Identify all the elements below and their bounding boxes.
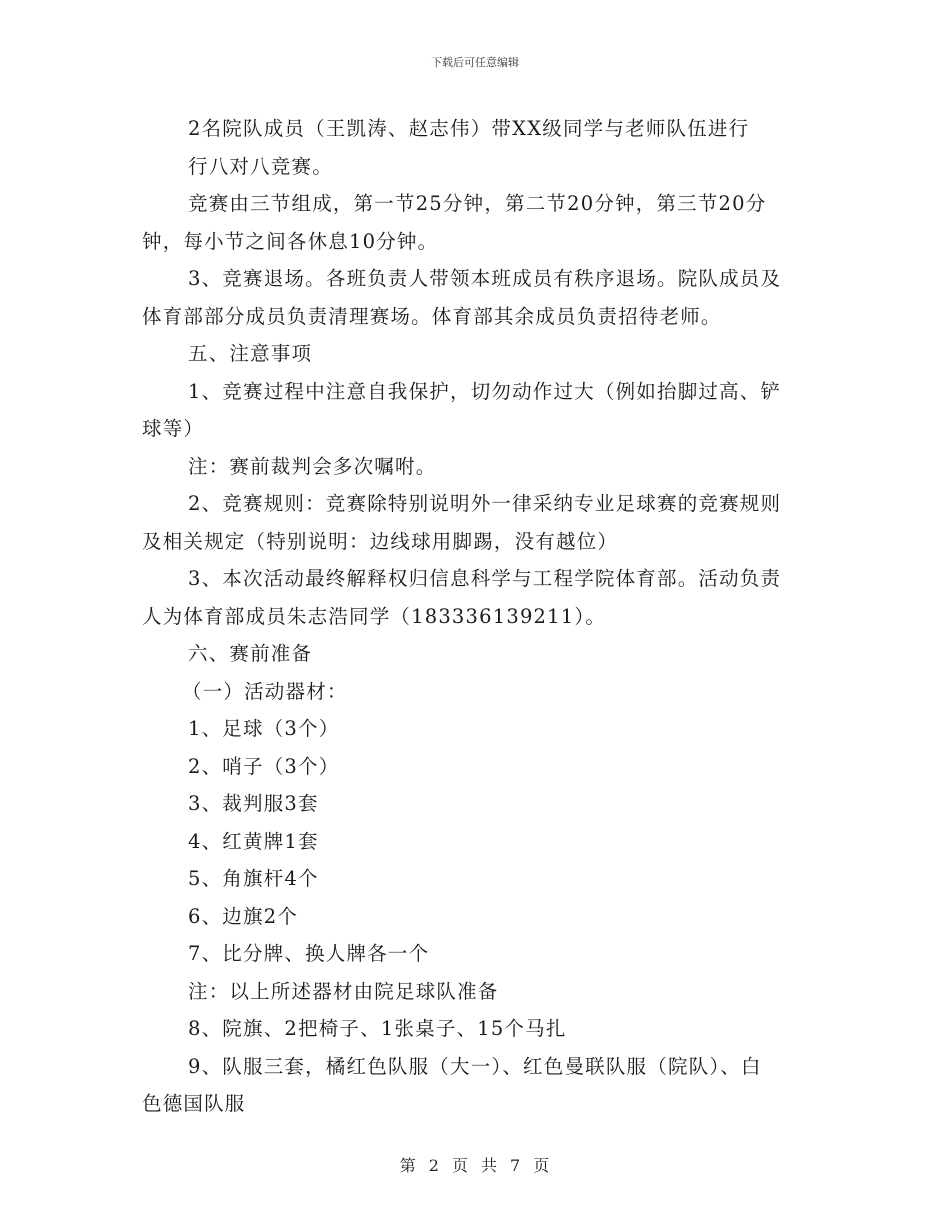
list-item: 9、队服三套，橘红色队服（大一）、红色曼联队服（院队）、白 [188,1054,762,1078]
body-line: 及相关规定（特别说明：边线球用脚踢，没有越位） [142,529,619,553]
body-line: 钟，每小节之间各休息10分钟。 [142,229,439,253]
document-body [142,110,812,1123]
body-line: 1、竞赛过程中注意自我保护，切勿动作过大（例如抬脚过高、铲 [188,379,782,403]
page-header: 下载后可任意编辑 [431,56,519,69]
footer-prefix: 第 [399,1156,417,1175]
body-line: 2、竞赛规则：竞赛除特别说明外一律采纳专业足球赛的竞赛规则 [188,492,782,515]
section-heading: 五、注意事项 [188,342,313,365]
footer-suffix: 页 [533,1156,551,1175]
list-item: 3、裁判服3套 [188,792,319,815]
note-line: 注：赛前裁判会多次嘱咐。 [188,454,437,478]
list-item: 2、哨子（3个） [188,754,340,778]
body-line: 人为体育部成员朱志浩同学（18333613921​1）。 [142,604,607,628]
body-line: 2名院队成员（王凯涛、赵志伟）带XX级同学与老师队伍进行 [188,117,750,140]
body-line: 色德国队服 [142,1092,246,1115]
body-line: 3、本次活动最终解释权归信息科学与工程学院体育部。活动负责 [188,567,782,590]
list-item: 7、比分牌、换人牌各一个 [188,942,430,965]
section-heading: 六、赛前准备 [188,642,313,665]
subsection-heading: （一）活动器材： [182,679,348,703]
list-item: 1、足球（3个） [188,717,340,740]
body-line: 体育部部分成员负责清理赛场。体育部其余成员负责招待老师。 [142,304,722,328]
footer-page-word: 页 [451,1156,469,1175]
list-item: 4、红黄牌1套 [188,829,319,853]
footer-total-word: 共 [481,1156,499,1175]
current-page-number: 2 [428,1156,440,1175]
list-item: 8、院旗、2把椅子、1张桌子、15个马扎 [188,1017,567,1040]
body-line: 行八对八竞赛。 [188,154,333,178]
body-line: 竞赛由三节组成，第一节25分钟，第二节20分钟，第三节20分 [188,192,767,215]
body-line: 3、竞赛退场。各班负责人带领本班成员有秩序退场。院队成员及 [188,267,782,290]
page-footer [0,1153,950,1176]
list-item: 6、边旗2个 [188,904,299,928]
list-item: 5、角旗杆4个 [188,867,319,890]
note-line: 注：以上所述器材由院足球队准备 [188,979,499,1003]
total-page-count: 7 [510,1156,522,1175]
body-line: 球等） [142,417,205,440]
